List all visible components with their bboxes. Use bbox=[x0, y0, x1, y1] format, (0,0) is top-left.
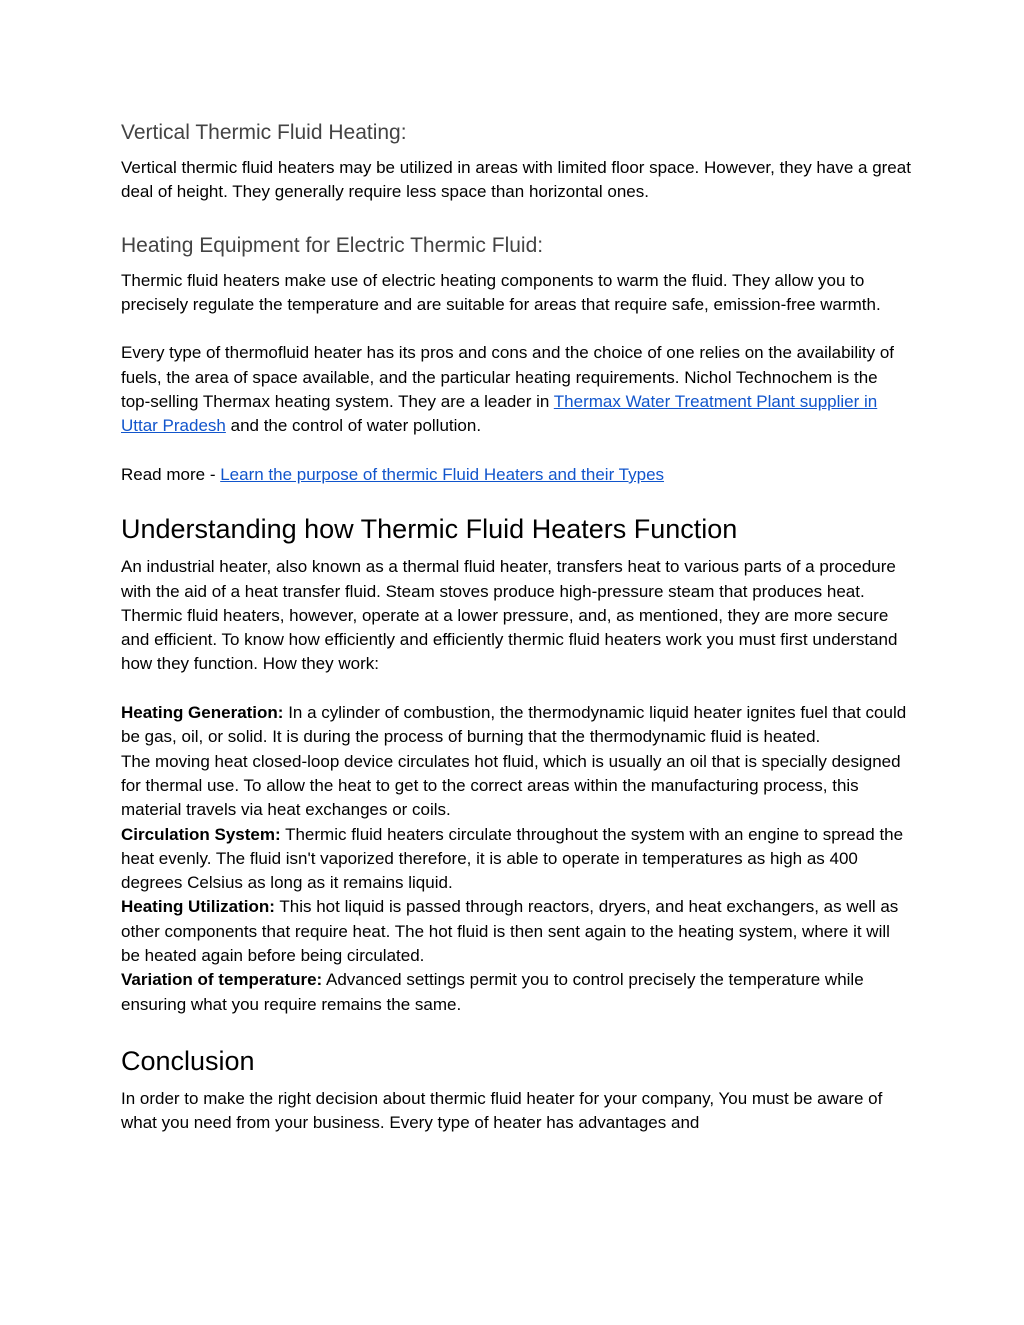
heating-utilization-label: Heating Utilization: bbox=[121, 897, 275, 917]
conclusion-heading: Conclusion bbox=[121, 1045, 255, 1076]
heating-utilization-text: This hot liquid is passed through reactors, dryers, and heat exchangers, as well as other components that require heat. The hot fluid is then sent again to the heating system, where it will be heated again before being circulated. bbox=[121, 897, 899, 966]
understanding-heading: Understanding how Thermic Fluid Heaters Function bbox=[121, 514, 738, 545]
thermofluid-text-before: Every type of thermofluid heater has its pros and cons and the choice of one relies on the availability of fuels, the area of space available, and the particular heating requirements. Nichol Technochem is the top-selling Thermax heating system. They are a leader in bbox=[121, 343, 895, 412]
document-page bbox=[121, 118, 911, 1136]
temperature-variation-item bbox=[121, 968, 911, 1017]
circulation-system-label: Circulation System: bbox=[121, 824, 281, 844]
thermofluid-text-after: and the control of water pollution. bbox=[225, 416, 482, 436]
heating-generation-item bbox=[121, 701, 911, 750]
thermax-supplier-link[interactable]: Thermax Water Treatment Plant supplier in Uttar Pradesh bbox=[121, 392, 878, 436]
conclusion-body: In order to make the right decision about thermic fluid heater for your company, You must be aware of what you need from your business. Every type of heater has advantages and bbox=[121, 1088, 883, 1133]
heating-generation-label: Heating Generation: bbox=[121, 703, 284, 723]
temperature-variation-label: Variation of temperature: bbox=[121, 970, 323, 990]
circulation-system-item bbox=[121, 823, 911, 896]
understanding-intro: An industrial heater, also known as a thermal fluid heater, transfers heat to various parts of a procedure with the aid of a heat transfer fluid. Steam stoves produce high-pressure steam that produces heat. Thermic fluid heaters, however, operate at a lower pressure, and, as mentioned, they are more secure and efficient. To know how efficiently and efficiently thermic fluid heaters work you must first understand how they function. How they work: bbox=[121, 557, 898, 674]
read-more-link[interactable]: Learn the purpose of thermic Fluid Heaters and their Types bbox=[220, 464, 665, 484]
read-more-label: Read more - bbox=[121, 464, 221, 484]
heating-generation-text: In a cylinder of combustion, the thermodynamic liquid heater ignites fuel that could be gas, oil, or solid. It is during the process of burning that the thermodynamic fluid is heated. bbox=[121, 703, 907, 747]
circulation-system-text: Thermic fluid heaters circulate throughout the system with an engine to spread the heat evenly. The fluid isn't vaporized therefore, it is able to operate in temperatures as high as 400 degrees Celsius as long as it remains liquid. bbox=[121, 824, 904, 893]
read-more-paragraph bbox=[121, 463, 911, 487]
vertical-body: Vertical thermic fluid heaters may be utilized in areas with limited floor space. However, they have a great deal of height. They generally require less space than horizontal ones. bbox=[121, 158, 911, 202]
vertical-heading: Vertical Thermic Fluid Heating: bbox=[121, 121, 407, 144]
thermofluid-paragraph bbox=[121, 341, 911, 438]
electric-body: Thermic fluid heaters make use of electric heating components to warm the fluid. They allow you to precisely regulate the temperature and are suitable for areas that require safe, emission-free warmth. bbox=[121, 270, 881, 314]
electric-heading: Heating Equipment for Electric Thermic Fluid: bbox=[121, 233, 544, 257]
moving-heat-text: The moving heat closed-loop device circulates hot fluid, which is usually an oil that is specially designed for thermal use. To allow the heat to get to the correct areas within the manufacturing process, this material travels via heat exchanges or coils. bbox=[121, 751, 901, 820]
heating-utilization-item bbox=[121, 895, 911, 968]
temperature-variation-text: Advanced settings permit you to control precisely the temperature while ensuring what you require remains the same. bbox=[121, 970, 864, 1014]
